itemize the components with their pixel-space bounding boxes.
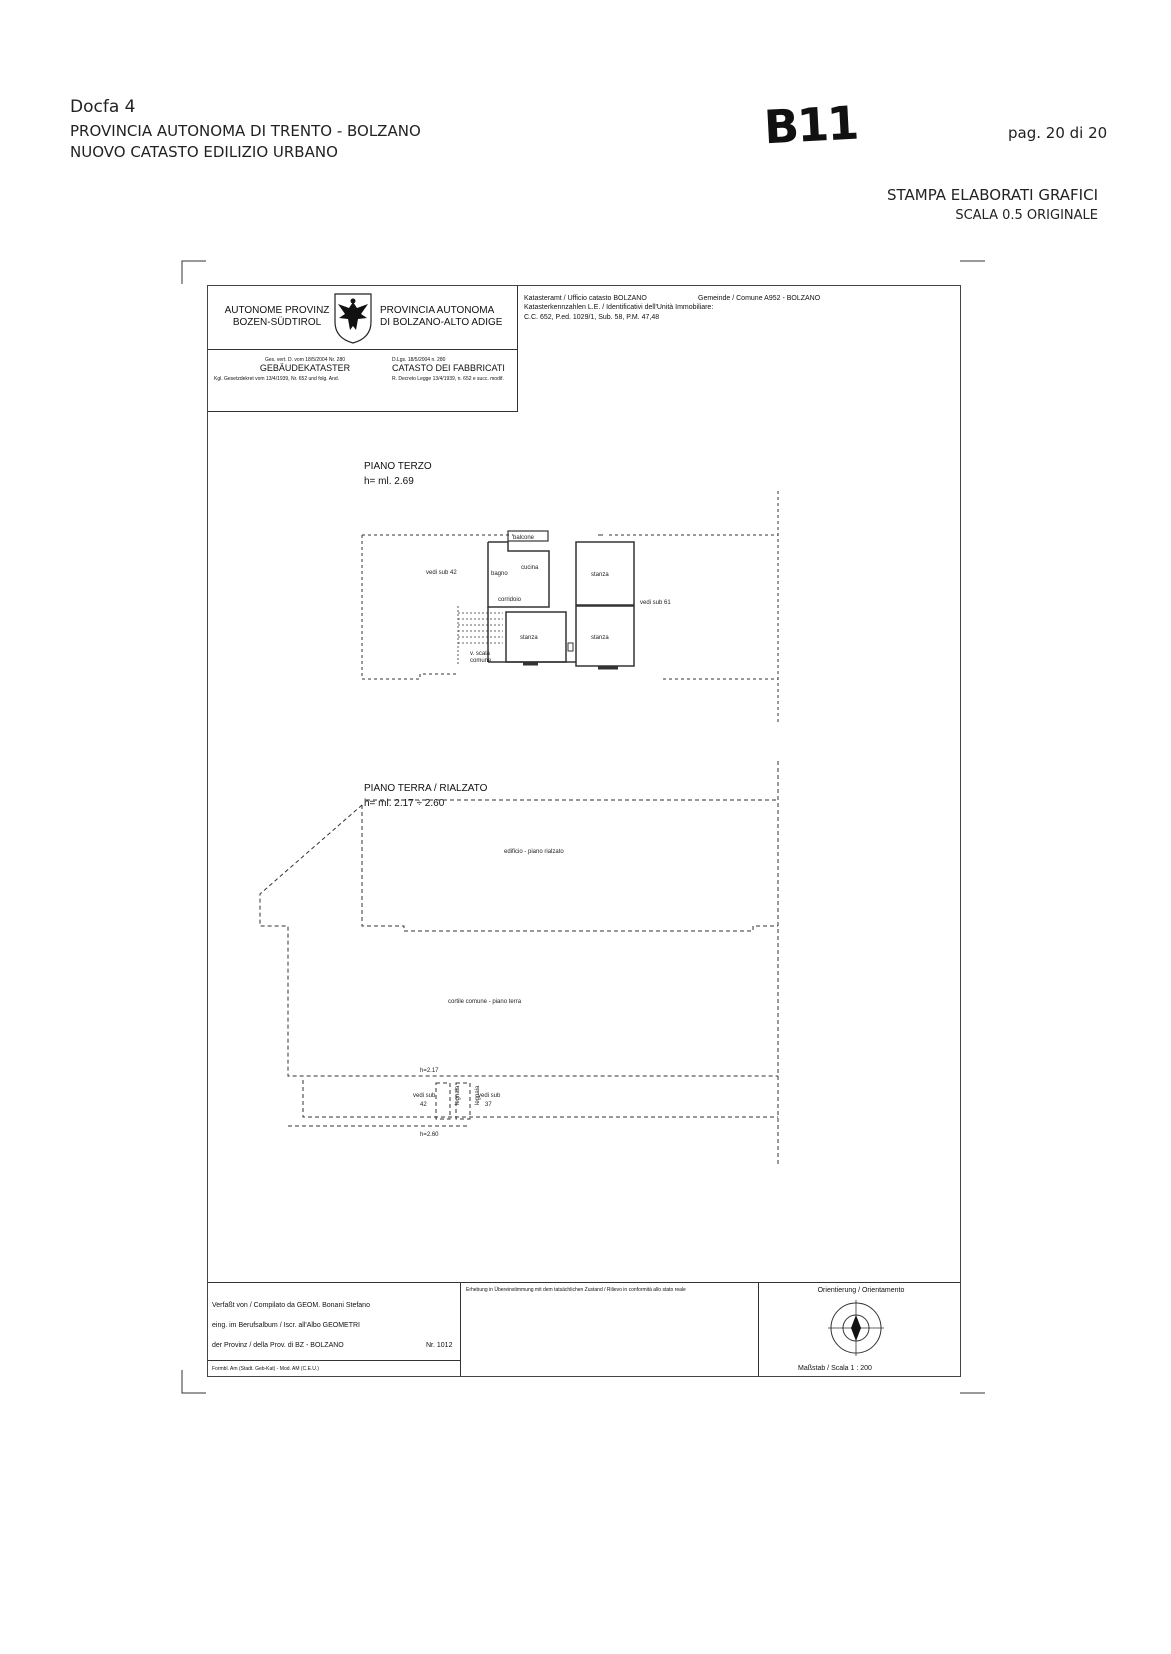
- upper-floor-height: h= ml. 2.69: [364, 476, 414, 487]
- svg-text:vedi sub: vedi sub: [413, 1093, 436, 1099]
- floor-plans: [208, 286, 960, 1376]
- svg-text:balcone: balcone: [513, 535, 535, 541]
- rd-ref: R. Decreto Legge 13/4/1939, n. 652 e succ. modif.: [392, 376, 504, 382]
- survey-statement: Erhebung in Übereinstimmung mit dem tatsächlichen Zustand / Rilievo in conformità allo stato reale: [466, 1287, 686, 1293]
- ground-floor-height: h= ml. 2.17 ÷ 2.60: [364, 798, 445, 809]
- svg-text:vedi sub: vedi sub: [478, 1093, 501, 1099]
- ident-line: C.C. 652, P.ed. 1029/1, Sub. 58, P.M. 47,48: [524, 314, 660, 321]
- svg-text:h=2.60: h=2.60: [420, 1132, 439, 1138]
- ground-floor-labels: [413, 849, 564, 1138]
- print-title: STAMPA ELABORATI GRAFICI: [886, 186, 1098, 204]
- albo-number: Nr. 1012: [426, 1342, 453, 1349]
- ges-ref: Ges. vert. D. vom 18/5/2004 Nr. 280: [264, 357, 346, 363]
- provincia-line: der Provinz / della Prov. di BZ - BOLZANO: [212, 1342, 344, 1349]
- cadastral-sheet: [207, 285, 961, 1377]
- dlgs-ref: D.Lgs. 18/5/2004 n. 280: [392, 357, 446, 363]
- svg-text:vedi sub 42: vedi sub 42: [426, 570, 457, 576]
- kennzahlen-line: Katasterkennzahlen L.E. / Identificativi dell'Unità Immobiliare:: [524, 304, 714, 311]
- svg-text:comune: comune: [470, 658, 492, 664]
- kgl-ref: Kgl. Gesetzdekret vom 13/4/1939, Nr. 652 und folg. And.: [214, 376, 340, 382]
- gebaude-label: GEBÄUDEKATASTER: [259, 363, 351, 373]
- orientation-title: Orientierung / Orientamento: [817, 1287, 905, 1294]
- ground-floor-title: PIANO TERRA / RIALZATO: [364, 783, 488, 794]
- scale-label: Maßstab / Scala 1 : 200: [798, 1365, 872, 1372]
- svg-text:corridoio: corridoio: [498, 597, 522, 603]
- handwritten-mark: B11: [762, 95, 859, 155]
- svg-text:vedi sub 61: vedi sub 61: [640, 600, 671, 606]
- registry-line: NUOVO CATASTO EDILIZIO URBANO: [70, 143, 338, 161]
- svg-text:cucina: cucina: [521, 565, 539, 571]
- kataster-line: Katasteramt / Ufficio catasto BOLZANO: [524, 295, 647, 302]
- svg-text:42: 42: [420, 1102, 427, 1108]
- province-line: PROVINCIA AUTONOMA DI TRENTO - BOLZANO: [70, 122, 421, 140]
- svg-text:bagno: bagno: [491, 571, 508, 577]
- upper-floor-plan: [362, 491, 778, 724]
- svg-text:stanza: stanza: [591, 572, 609, 578]
- doc-type: Docfa 4: [70, 97, 136, 117]
- compass-rose-icon: [826, 1298, 886, 1358]
- gemeinde-line: Gemeinde / Comune A952 - BOLZANO: [698, 295, 821, 302]
- svg-text:stanza: stanza: [520, 635, 538, 641]
- ground-floor-plan: [260, 761, 778, 1166]
- iscrizione-line: eing. im Berufsalbum / Iscr. all'Albo GEOMETRI: [212, 1322, 360, 1329]
- province-it: PROVINCIA AUTONOMA DI BOLZANO-ALTO ADIGE: [380, 305, 503, 328]
- form-id: Formbl. Am (Stadt. Geb-Kat) - Mod. AM (C.E.U.): [212, 1366, 319, 1372]
- province-de: AUTONOME PROVINZ BOZEN-SÜDTIROL: [224, 305, 330, 328]
- compilato-line: Verfaßt von / Compilato da GEOM. Bonani Stefano: [212, 1302, 370, 1309]
- svg-text:h=2.17: h=2.17: [420, 1068, 439, 1074]
- svg-text:cortile comune - piano terra: cortile comune - piano terra: [448, 999, 522, 1005]
- catasto-label: CATASTO DEI FABBRICATI: [392, 363, 505, 373]
- upper-floor-title: PIANO TERZO: [364, 461, 432, 472]
- svg-text:edificio - piano rialzato: edificio - piano rialzato: [504, 849, 564, 855]
- svg-text:legnaia: legnaia: [475, 1085, 481, 1105]
- svg-text:v. scala: v. scala: [470, 651, 490, 657]
- svg-text:stanza: stanza: [591, 635, 609, 641]
- scale-note: SCALA 0.5 ORIGINALE: [955, 208, 1098, 223]
- svg-text:37: 37: [485, 1102, 492, 1108]
- page-number: pag. 20 di 20: [1008, 124, 1108, 142]
- svg-text:legnaia: legnaia: [455, 1085, 461, 1105]
